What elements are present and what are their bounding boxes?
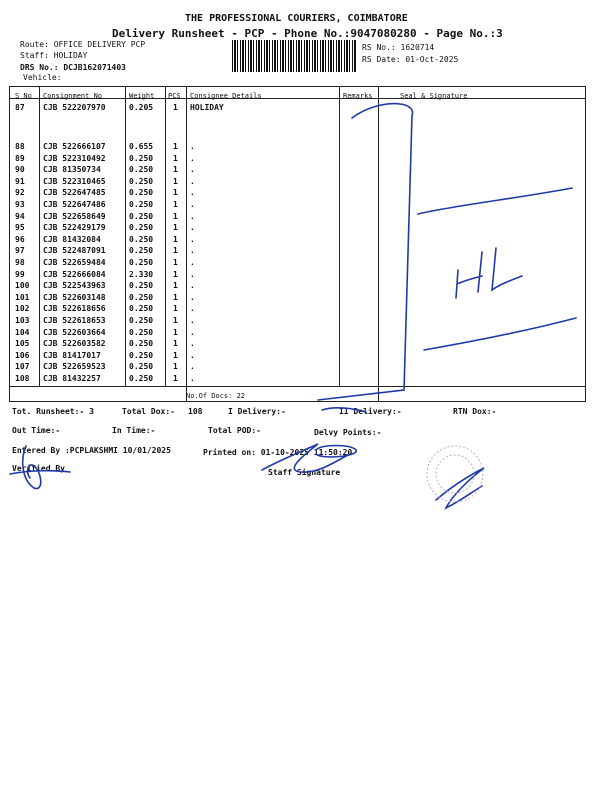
cell-weight: 2.330 <box>129 269 154 279</box>
cell-sno: 108 <box>15 374 30 383</box>
cell-weight: 0.250 <box>129 153 154 163</box>
cell-pcs: 1 <box>173 316 178 325</box>
seal-box-line <box>318 116 412 400</box>
cell-weight: 0.250 <box>129 374 154 383</box>
cell-sno: 104 <box>15 327 30 337</box>
cell-consignee: . <box>190 188 195 198</box>
cell-consignment: CJB 522310492 <box>43 153 106 163</box>
seal-bracket-top <box>352 104 413 118</box>
header-consignment: Consignment No <box>43 92 103 100</box>
cell-pcs: 1 <box>173 176 178 186</box>
cell-weight: 0.250 <box>129 350 154 360</box>
cell-sno: 95 <box>15 223 25 233</box>
cell-consignment: CJB 522603664 <box>43 327 106 337</box>
cell-consignee: . <box>190 223 195 233</box>
cell-sno: 91 <box>15 176 25 186</box>
cell-consignee: . <box>190 350 195 360</box>
total-dox: Total Dox:- <box>122 407 175 416</box>
cell-consignee: . <box>190 142 195 151</box>
cell-weight: 0.250 <box>129 339 154 349</box>
drs-number: DRS No.: DCJB162071403 <box>20 63 126 72</box>
cell-sno: 100 <box>15 281 30 291</box>
cell-weight: 0.250 <box>129 258 154 267</box>
header-sno: S No <box>15 92 32 100</box>
cell-consignee: . <box>190 234 195 244</box>
runsheet-title: Delivery Runsheet - PCP - Phone No.:9047080280 - Page No.:3 <box>112 27 503 40</box>
cell-pcs: 1 <box>173 211 178 221</box>
cell-pcs: 1 <box>173 165 178 175</box>
delvy-points: Delvy Points:- <box>314 428 382 437</box>
cell-consignment: CJB 522207970 <box>43 103 106 112</box>
cell-sno: 87 <box>15 103 25 112</box>
cell-consignee: . <box>190 211 195 221</box>
printed-on: Printed on: 01-10-2025 11:50:20 <box>203 448 353 457</box>
seal-bottom-line <box>424 318 576 350</box>
cell-pcs: 1 <box>173 223 178 233</box>
cell-sno: 97 <box>15 246 25 256</box>
cell-weight: 0.250 <box>129 176 154 186</box>
cell-sno: 102 <box>15 304 30 314</box>
staff-signature-label: Staff Signature <box>268 468 341 477</box>
cell-pcs: 1 <box>173 246 178 256</box>
cell-weight: 0.655 <box>129 142 154 151</box>
cell-pcs: 1 <box>173 269 178 279</box>
cell-sno: 103 <box>15 316 30 325</box>
cell-sno: 92 <box>15 188 25 198</box>
cell-sno: 93 <box>15 200 25 209</box>
cell-consignee: . <box>190 246 195 256</box>
cell-pcs: 1 <box>173 374 178 383</box>
verified-by: Verified By <box>12 464 65 473</box>
cell-consignee: . <box>190 281 195 291</box>
cell-consignee: . <box>190 339 195 349</box>
cell-sno: 98 <box>15 258 25 267</box>
header-weight: Weight <box>129 92 155 100</box>
seal-top-line <box>418 188 572 214</box>
header-consignee: Consignee Details <box>190 92 262 100</box>
cell-pcs: 1 <box>173 350 178 360</box>
cell-weight: 0.250 <box>129 165 154 175</box>
cell-pcs: 1 <box>173 339 178 349</box>
in-time: In Time:- <box>112 426 156 435</box>
cell-sno: 96 <box>15 234 25 244</box>
cell-sno: 105 <box>15 339 30 349</box>
cell-consignment: CJB 522603582 <box>43 339 106 349</box>
cell-consignee: . <box>190 374 195 383</box>
cell-sno: 89 <box>15 153 25 163</box>
cell-sno: 101 <box>15 292 30 302</box>
cell-consignment: CJB 81432084 <box>43 234 101 244</box>
cell-weight: 0.250 <box>129 223 154 233</box>
cell-consignment: CJB 522659523 <box>43 362 106 372</box>
stamp-scribble <box>436 468 484 508</box>
cell-sno: 94 <box>15 211 25 221</box>
cell-sno: 90 <box>15 165 25 175</box>
cell-consignment: CJB 522647486 <box>43 200 106 209</box>
delivery-tick <box>322 408 366 412</box>
cell-consignment: CJB 522487091 <box>43 246 106 256</box>
company-name: THE PROFESSIONAL COURIERS, COIMBATORE <box>185 13 408 24</box>
cell-pcs: 1 <box>173 234 178 244</box>
cell-weight: 0.250 <box>129 188 154 198</box>
cell-weight: 0.250 <box>129 281 154 291</box>
rs-date: RS Date: 01-Oct-2025 <box>362 55 459 64</box>
no-of-docs: No.Of Docs: 22 <box>186 392 246 400</box>
cell-weight: 0.250 <box>129 211 154 221</box>
cell-consignment: CJB 81417017 <box>43 350 101 360</box>
cell-pcs: 1 <box>173 103 178 112</box>
cell-consignee: . <box>190 292 195 302</box>
vehicle-label: Vehicle: <box>23 73 62 82</box>
cell-pcs: 1 <box>173 281 178 291</box>
staff-signature-scribble <box>262 444 350 472</box>
cell-consignee: . <box>190 176 195 186</box>
cell-weight: 0.250 <box>129 234 154 244</box>
cell-consignment: CJB 522310465 <box>43 176 106 186</box>
cell-weight: 0.250 <box>129 292 154 302</box>
cell-sno: 106 <box>15 350 30 360</box>
cell-consignment: CJB 522429179 <box>43 223 106 233</box>
cell-consignee: . <box>190 153 195 163</box>
header-seal: Seal & Signature <box>400 92 468 100</box>
rtn-dox: RTN Dox:- <box>453 407 497 416</box>
cell-pcs: 1 <box>173 292 178 302</box>
cell-weight: 0.250 <box>129 327 154 337</box>
rs-number: RS No.: 1620714 <box>362 43 435 52</box>
cell-consignment: CJB 81350734 <box>43 165 101 175</box>
cell-consignee: . <box>190 165 195 175</box>
cell-weight: 0.250 <box>129 316 154 325</box>
cell-weight: 0.250 <box>129 246 154 256</box>
cell-consignee: . <box>190 200 195 209</box>
header-remarks: Remarks <box>343 92 373 100</box>
tot-runsheet: Tot. Runsheet:- 3 <box>12 407 94 416</box>
cell-consignment: CJB 522603148 <box>43 292 106 302</box>
cell-consignment: CJB 522618656 <box>43 304 106 314</box>
cell-consignee: . <box>190 362 195 372</box>
total-pod: Total POD:- <box>208 426 261 435</box>
hl-mark <box>456 248 522 298</box>
cell-pcs: 1 <box>173 304 178 314</box>
cell-consignment: CJB 522666107 <box>43 142 106 151</box>
cell-weight: 0.250 <box>129 362 154 372</box>
staff-label: Staff: HOLIDAY <box>20 51 88 60</box>
cell-consignee: . <box>190 304 195 314</box>
cell-consignment: CJB 522647485 <box>43 188 106 198</box>
cell-sno: 99 <box>15 269 25 279</box>
cell-consignment: CJB 522666084 <box>43 269 106 279</box>
faded-stamp <box>427 446 483 502</box>
i-delivery: I Delivery:- <box>228 407 286 416</box>
entered-by: Entered By :PCPLAKSHMI 10/01/2025 <box>12 446 171 455</box>
cell-sno: 107 <box>15 362 30 372</box>
printed-circle <box>316 446 356 457</box>
cell-weight: 0.250 <box>129 200 154 209</box>
cell-pcs: 1 <box>173 327 178 337</box>
total-dox-value: 108 <box>188 407 203 416</box>
cell-consignee: . <box>190 258 195 267</box>
cell-consignment: CJB 522658649 <box>43 211 106 221</box>
cell-sno: 88 <box>15 142 25 151</box>
cell-consignment: CJB 522618653 <box>43 316 106 325</box>
ii-delivery: II Delivery:- <box>339 407 402 416</box>
cell-pcs: 1 <box>173 362 178 372</box>
faded-stamp-inner <box>436 455 474 493</box>
cell-pcs: 1 <box>173 188 178 198</box>
cell-pcs: 1 <box>173 258 178 267</box>
cell-consignee: . <box>190 327 195 337</box>
cell-consignee: HOLIDAY <box>190 103 224 112</box>
cell-weight: 0.205 <box>129 103 154 112</box>
cell-pcs: 1 <box>173 142 178 151</box>
route-label: Route: OFFICE DELIVERY PCP <box>20 40 146 49</box>
cell-pcs: 1 <box>173 153 178 163</box>
cell-consignment: CJB 81432257 <box>43 374 101 383</box>
cell-consignment: CJB 522659484 <box>43 258 106 267</box>
verified-signature-scribble <box>10 446 70 489</box>
cell-consignee: . <box>190 269 195 279</box>
cell-weight: 0.250 <box>129 304 154 314</box>
out-time: Out Time:- <box>12 426 61 435</box>
cell-pcs: 1 <box>173 200 178 209</box>
cell-consignee: . <box>190 316 195 325</box>
cell-consignment: CJB 522543963 <box>43 281 106 291</box>
header-pcs: PCS <box>168 92 181 100</box>
